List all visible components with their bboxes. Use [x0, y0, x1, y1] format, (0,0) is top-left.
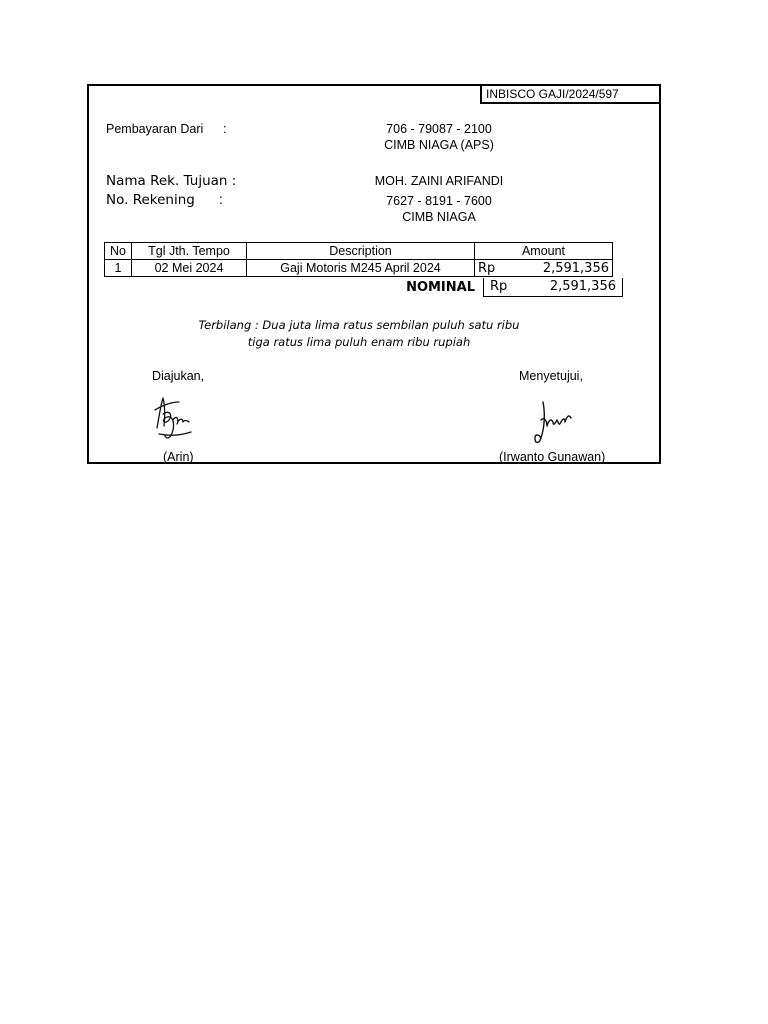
- recipient-account-colon: :: [219, 192, 223, 207]
- payment-voucher: [87, 84, 661, 464]
- nominal-label: NOMINAL: [406, 280, 475, 295]
- amount-in-words-line2: tiga ratus lima puluh enam ribu rupiah: [247, 335, 471, 349]
- row-amount: 2,591,356: [521, 260, 613, 277]
- payer-account-number: 706 - 79087 - 2100: [386, 122, 492, 136]
- row-due-date: 02 Mei 2024: [132, 260, 247, 277]
- recipient-name-label: Nama Rek. Tujuan :: [106, 173, 237, 189]
- row-description: Gaji Motoris M245 April 2024: [247, 260, 475, 277]
- header-no: No: [105, 243, 132, 260]
- row-currency: Rp: [475, 260, 522, 277]
- reference-number: INBISCO GAJI/2024/597: [480, 84, 661, 104]
- recipient-account-number: 7627 - 8191 - 7600: [386, 194, 492, 208]
- header-amount: Amount: [475, 243, 613, 260]
- table-header-row: [105, 243, 613, 260]
- recipient-account-label: No. Rekening: [106, 192, 195, 208]
- row-no: 1: [105, 260, 132, 277]
- amount-in-words-line1: Terbilang : Dua juta lima ratus sembilan puluh satu ribu: [198, 318, 520, 332]
- payer-bank: CIMB NIAGA (APS): [384, 138, 494, 152]
- nominal-box: [483, 278, 623, 297]
- header-due-date: Tgl Jth. Tempo: [132, 243, 247, 260]
- submitter-name: (Arin): [163, 450, 194, 464]
- header-description: Description: [247, 243, 475, 260]
- nominal-currency: Rp: [490, 279, 508, 294]
- approver-name: (Irwanto Gunawan): [499, 450, 606, 464]
- payment-table: [104, 242, 613, 277]
- submitter-signature-icon: [149, 390, 197, 446]
- submitted-by-label: Diajukan,: [152, 369, 205, 383]
- payer-colon: :: [223, 122, 227, 136]
- approver-signature-icon: [529, 398, 577, 448]
- recipient-bank: CIMB NIAGA: [402, 210, 476, 224]
- recipient-name: MOH. ZAINI ARIFANDI: [374, 174, 504, 188]
- payer-label: Pembayaran Dari: [106, 122, 204, 136]
- table-row: [105, 260, 613, 277]
- approved-by-label: Menyetujui,: [519, 369, 583, 383]
- nominal-amount: 2,591,356: [549, 279, 616, 294]
